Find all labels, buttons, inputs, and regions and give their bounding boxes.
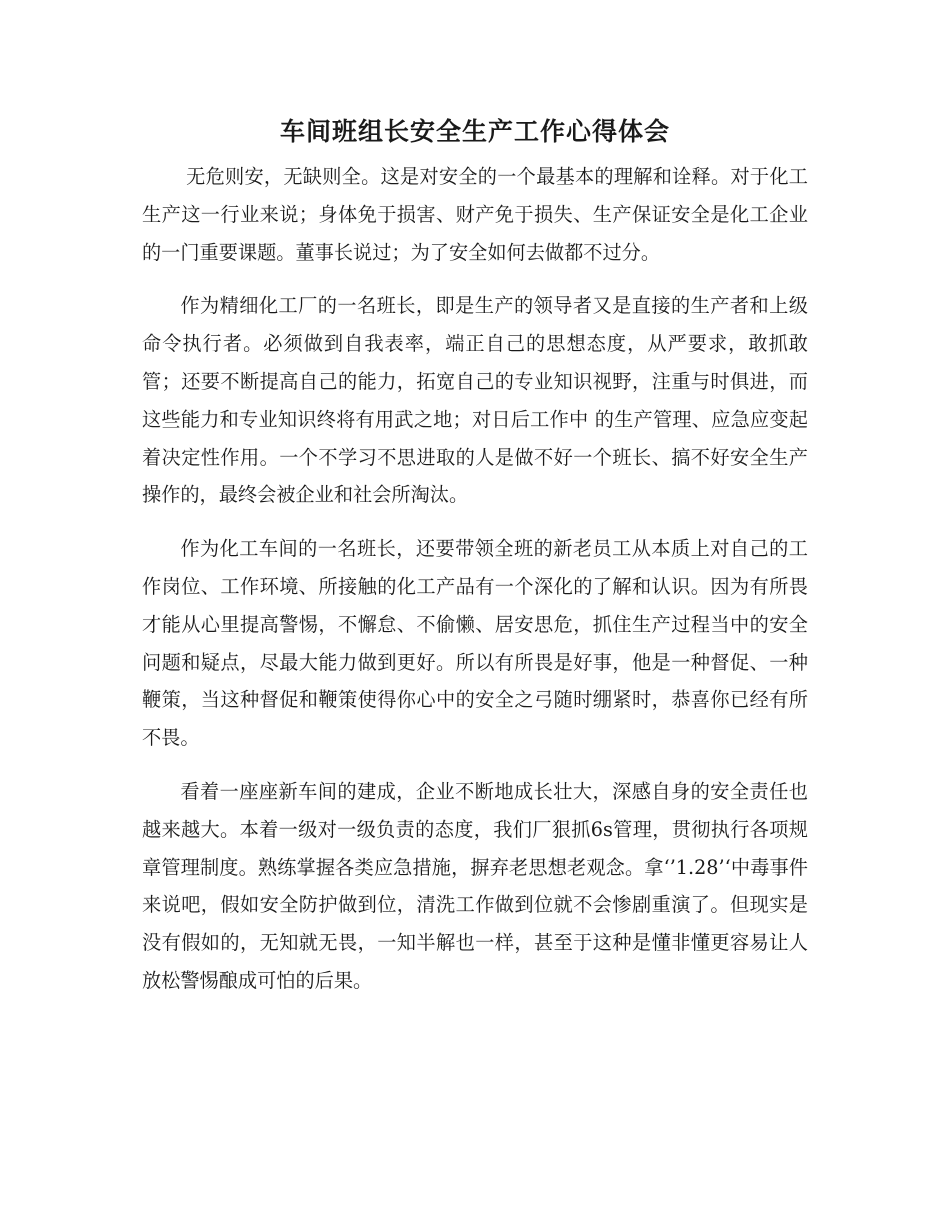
document-page xyxy=(142,110,808,1016)
paragraph-1: 无危则安，无缺则全。这是对安全的一个最基本的理解和诠释。对于化工生产这一行业来说；身体免于损害、财产免于损失、生产保证安全是化工企业的一门重要课题。董事长说过；为了安全如何去做都不过分。 xyxy=(142,165,808,264)
paragraph-4: 看着一座座新车间的建成，企业不断地成长壮大，深感自身的安全责任也越来越大。本着一级对一级负责的态度，我们厂狠抓6s管理，贯彻执行各项规章管理制度。熟练掌握各类应急措施，摒弃老思想老观念。拿‘’1.28’‘中毒事件来说吧，假如安全防护做到位，清洗工作做到位就不会惨剧重演了。但现实是没有假如的，无知就无畏，一知半解也一样，甚至于这种是懂非懂更容易让人放松警惕酿成可怕的后果。 xyxy=(142,779,808,992)
paragraph-2: 作为精细化工厂的一名班长，即是生产的领导者又是直接的生产者和上级命令执行者。必须做到自我表率，端正自己的思想态度，从严要求，敢抓敢管；还要不断提高自己的能力，拓宽自己的专业知识视野，注重与时俱进，而这些能力和专业知识终将有用武之地；对日后工作中 的生产管理、应急应变起着决定性作用。一个不学习不思进取的人是做不好一个班长、搞不好安全生产操作的，最终会被企业和社会所淘汰。 xyxy=(142,294,808,507)
paragraph-3: 作为化工车间的一名班长，还要带领全班的新老员工从本质上对自己的工作岗位、工作环境、所接触的化工产品有一个深化的了解和认识。因为有所畏才能从心里提高警惕，不懈怠、不偷懒、居安思危，抓住生产过程当中的安全问题和疑点，尽最大能力做到更好。所以有所畏是好事，他是一种督促、一种鞭策，当这种督促和鞭策使得你心中的安全之弓随时绷紧时，恭喜你已经有所不畏。 xyxy=(142,537,808,750)
document-title: 车间班组长安全生产工作心得体会 xyxy=(279,117,670,146)
